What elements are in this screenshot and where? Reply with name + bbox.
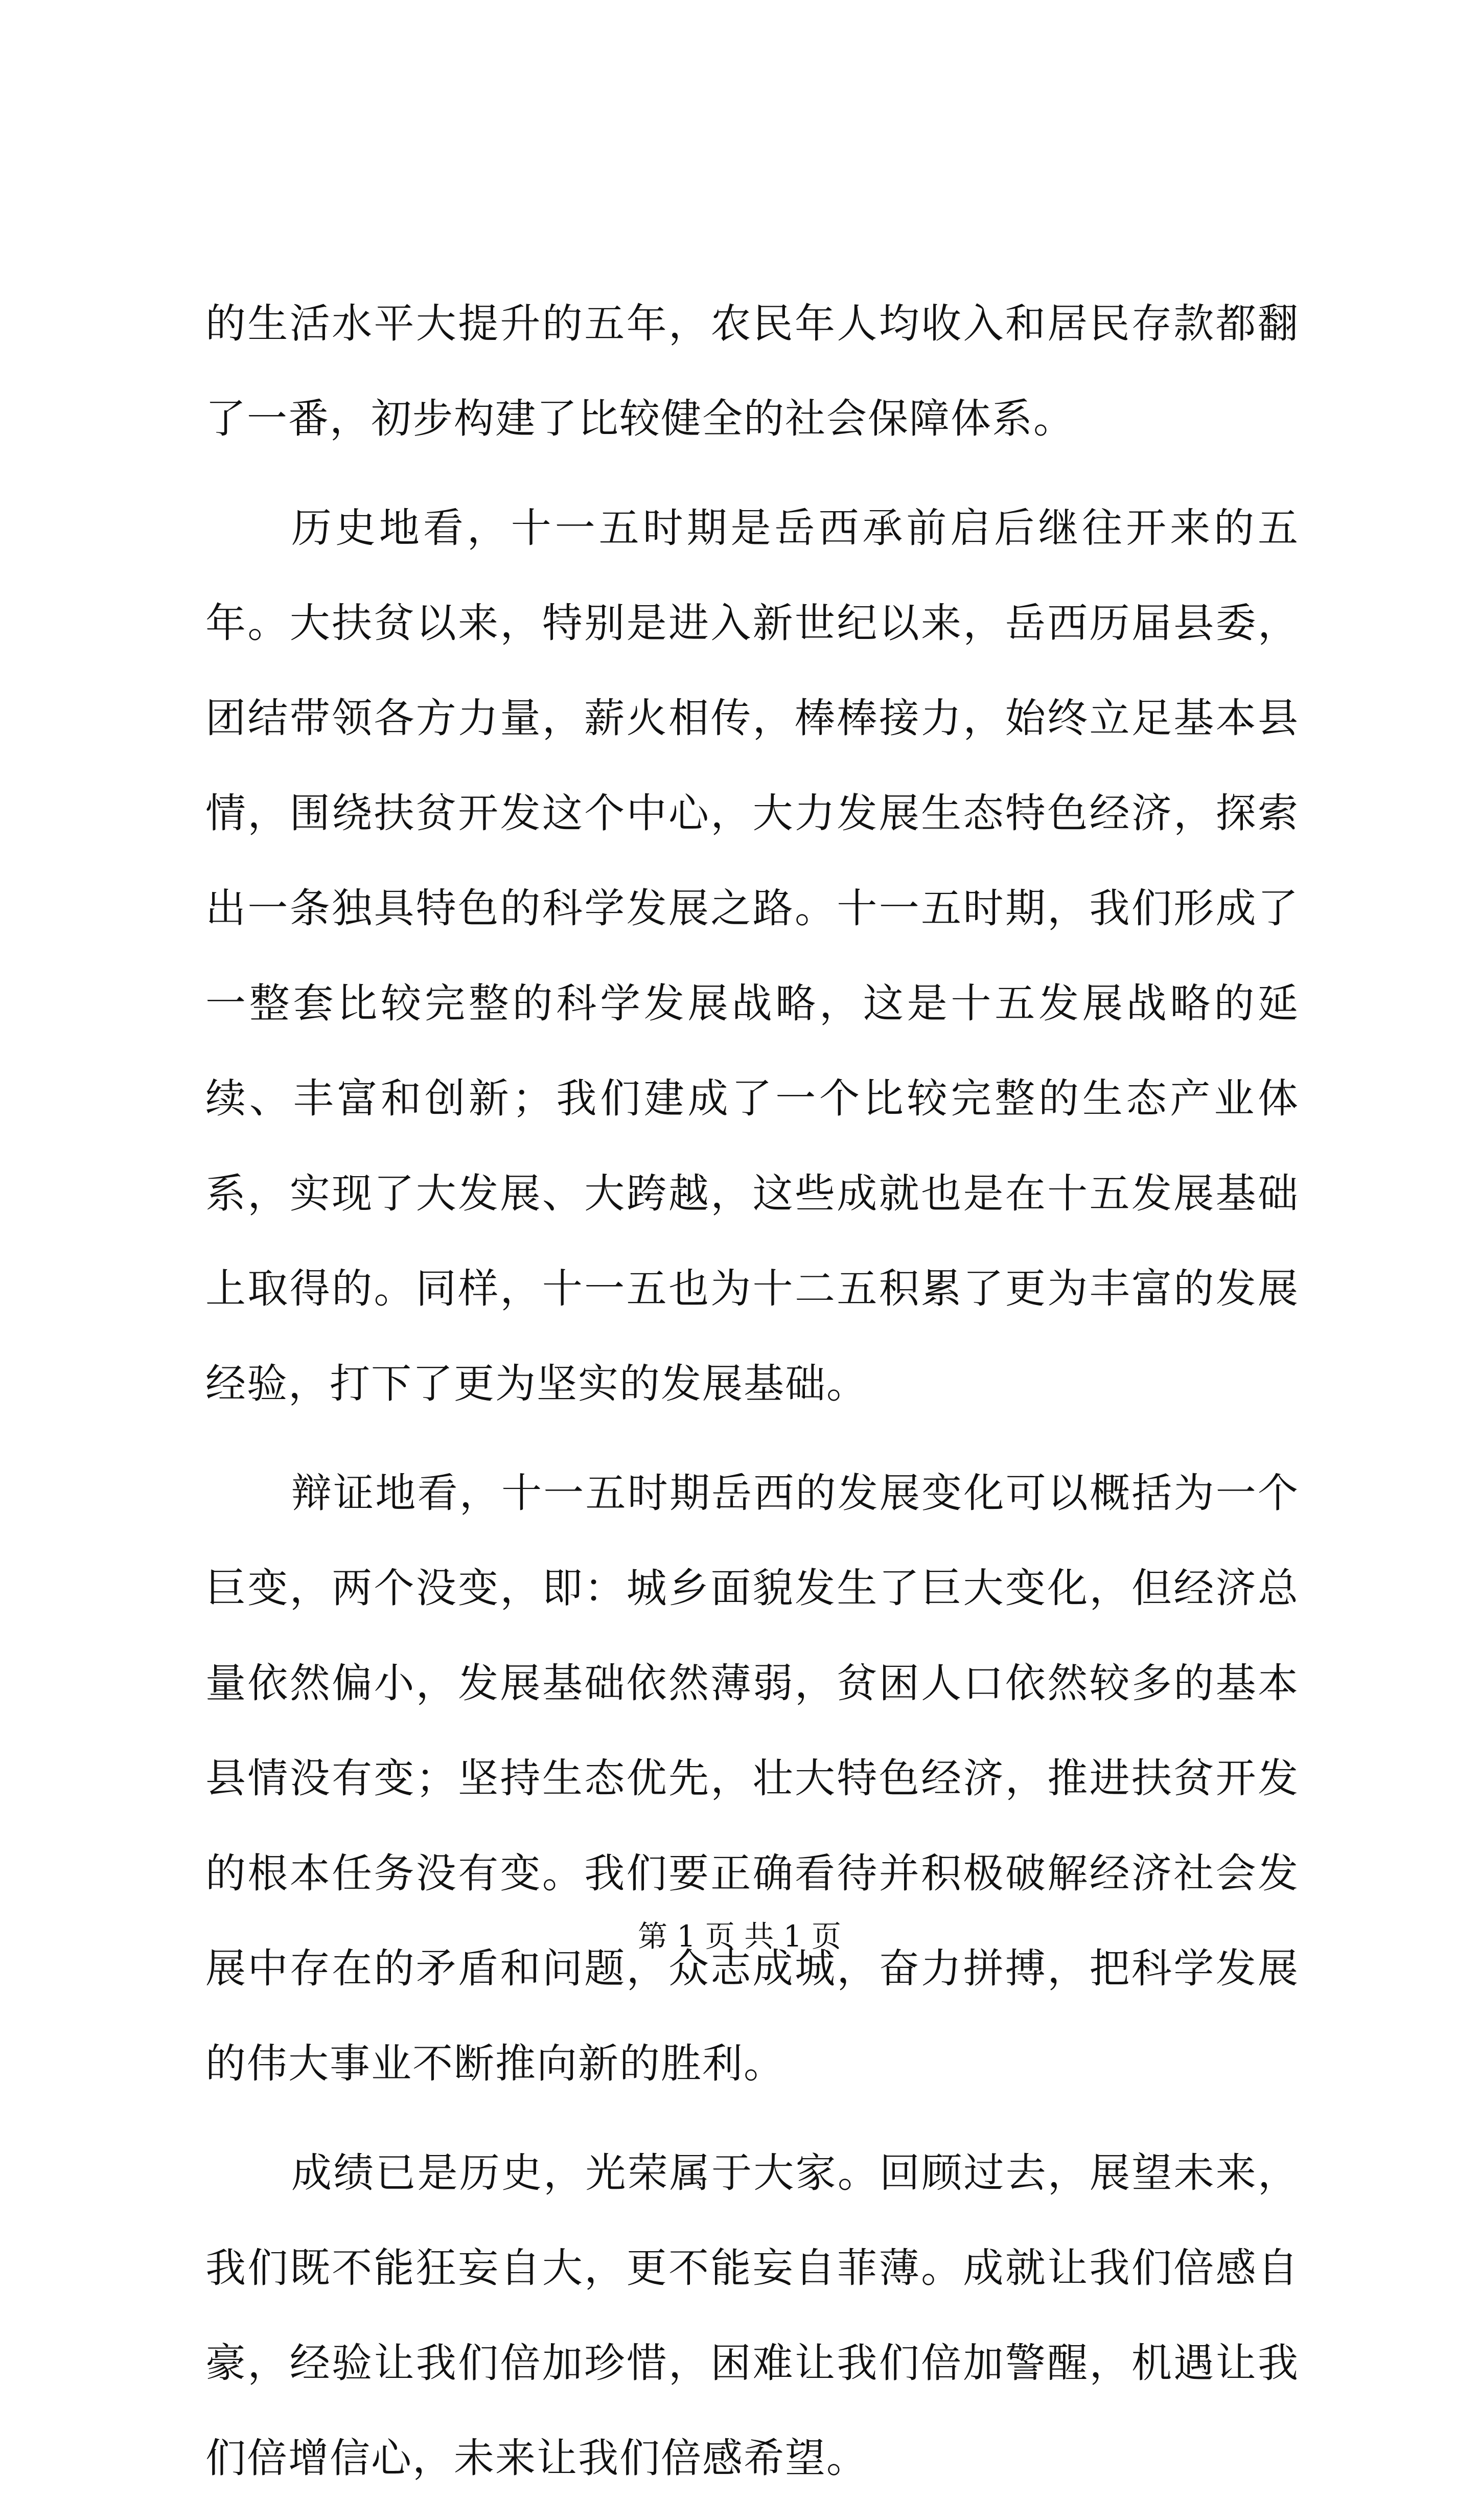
paragraph-conclusion: 成绩已是历史，光荣属于大家。回顾过去，展望未来，我们既不能狂妄自大，更不能妄自菲薄。成就让我们倍感自豪，经验让我们倍加珍惜，困难让我们倍加警醒，机遇让我们倍增信心，未来让我们倍感希望。 [205, 2149, 1299, 2482]
document-body [205, 276, 1299, 2520]
paragraph-continuation: 的生活水平大提升的五年，农民年人均收入和居民存款都翻了一番，初步构建了比较健全的社会保障体系。 [205, 300, 1299, 442]
page-footer: 第 1 页 共 1 页 [638, 1919, 841, 1954]
paragraph-historical-view: 历史地看，十一五时期是岳西承前启后继往开来的五年。大扶贫以来，特别是进入新世纪以来，岳西历届县委，团结带领各方力量，薪火相传，棒棒接力，始终立足基本县情，围绕扶贫开发这个中心，大力发展生态特色经济，探索出一条独具特色的科学发展之路。十一五时期，我们形成了一整套比较完整的科学发展战略，这是十五发展战略的延续、丰富和创新；我们建成了一个比较完整的生态产业体系，实现了大发展、大跨越，这些成就也是在十五发展基础上取得的。同样，十一五也为十二五积累了更为丰富的发展经验，打下了更为坚实的发展基础。 [205, 505, 1299, 1407]
paragraph-dialectical-view: 辩证地看，十一五时期岳西的发展变化可以概括为一个巨变，两个没变，即：城乡面貌发生了巨大变化，但经济总量依然偏小，发展基础依然薄弱，贫困人口依然较多的基本县情没有变；坚持生态优先，壮大特色经济，推进扶贫开发的根本任务没有变。我们要正确看待并积极破解经济社会发展中存在的矛盾和问题，众志成城，奋力拼搏，把科学发展的伟大事业不断推向新的胜利。 [205, 1470, 1299, 2087]
